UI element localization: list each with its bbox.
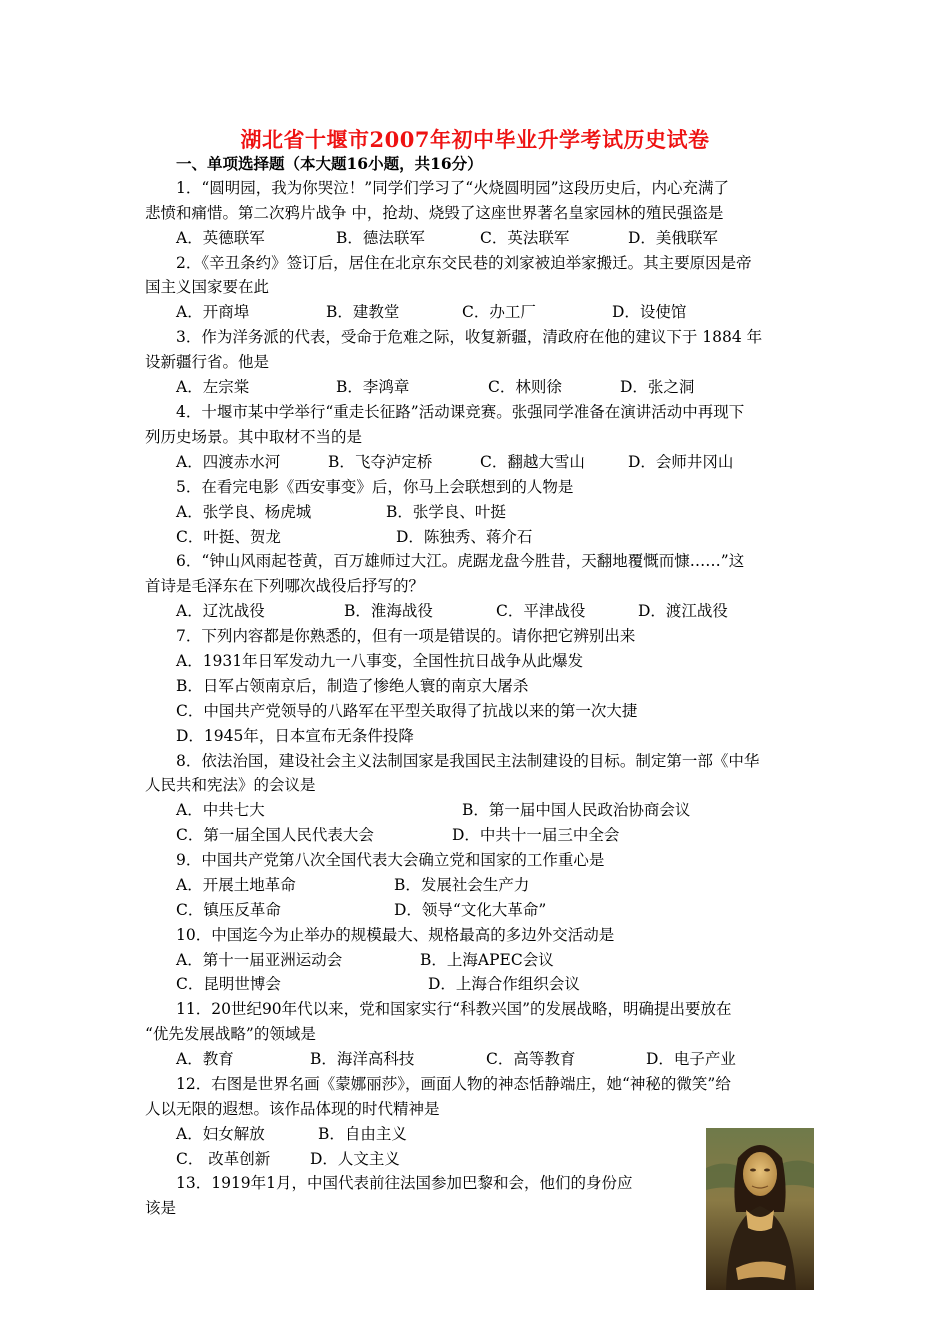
q7-option-b: B．日军占领南京后，制造了惨绝人寰的南京大屠杀 <box>176 677 529 695</box>
mona-lisa-image <box>706 1128 814 1290</box>
q3-option-c: C．林则徐 <box>488 378 562 396</box>
q2-option-c: C．办工厂 <box>462 303 536 321</box>
q3-option-b: B．李鸿章 <box>336 378 410 396</box>
q7-option-a: A．1931年日军发动九一八事变，全国性抗日战争从此爆发 <box>176 652 584 670</box>
question-2-line-1: 2．《辛丑条约》签订后，居住在北京东交民巷的刘家被迫举家搬迁。其主要原因是帝 <box>176 254 752 272</box>
q2-option-d: D．设使馆 <box>612 303 687 321</box>
question-9-line-1: 9．中国共产党第八次全国代表大会确立党和国家的工作重心是 <box>176 851 605 869</box>
q10-option-b: B．上海APEC会议 <box>420 951 554 969</box>
q1-option-a: A．英德联军 <box>176 229 265 247</box>
q6-option-b: B．淮海战役 <box>344 602 433 620</box>
q10-option-d: D．上海合作组织会议 <box>428 975 580 993</box>
question-8-line-1: 8．依法治国，建设社会主义法制国家是我国民主法制建设的目标。制定第一部《中华 <box>176 752 760 770</box>
question-4-line-2: 列历史场景。其中取材不当的是 <box>145 428 363 446</box>
exam-title: 湖北省十堰市2007年初中毕业升学考试历史试卷 <box>240 127 710 152</box>
q6-option-c: C．平津战役 <box>496 602 586 620</box>
question-4-line-1: 4．十堰市某中学举行“重走长征路”活动课竞赛。张强同学准备在演讲活动中再现下 <box>176 403 745 421</box>
question-11-line-1: 11．20世纪90年代以来，党和国家实行“科教兴国”的发展战略，明确提出要放在 <box>176 1000 732 1018</box>
q10-option-a: A．第十一届亚洲运动会 <box>176 951 343 969</box>
mona-lisa-painting <box>706 1128 814 1290</box>
question-12-line-1: 12．右图是世界名画《蒙娜丽莎》，画面人物的神态恬静端庄，她“神秘的微笑”给 <box>176 1075 731 1093</box>
q5-option-d: D．陈独秀、蒋介石 <box>396 528 533 546</box>
q6-option-a: A．辽沈战役 <box>176 602 265 620</box>
q9-option-a: A．开展土地革命 <box>176 876 296 894</box>
question-7-line-1: 7．下列内容都是你熟悉的，但有一项是错误的。请你把它辨别出来 <box>176 627 636 645</box>
q5-option-a: A．张学良、杨虎城 <box>176 503 312 521</box>
q11-option-b: B．海洋高科技 <box>310 1050 415 1068</box>
q7-option-c: C．中国共产党领导的八路军在平型关取得了抗战以来的第一次大捷 <box>176 702 638 720</box>
question-13-line-2: 该是 <box>145 1199 177 1217</box>
q2-option-b: B．建教堂 <box>326 303 400 321</box>
q3-option-a: A．左宗棠 <box>176 378 250 396</box>
q12-option-b: B．自由主义 <box>318 1125 407 1143</box>
q12-option-c: C． 改革创新 <box>176 1150 271 1168</box>
q9-option-b: B．发展社会生产力 <box>394 876 530 894</box>
question-2-line-2: 国主义国家要在此 <box>145 278 270 296</box>
question-6-line-2: 首诗是毛泽东在下列哪次战役后抒写的？ <box>145 577 425 595</box>
q1-option-b: B．德法联军 <box>336 229 425 247</box>
q9-option-c: C．镇压反革命 <box>176 901 281 919</box>
q10-option-c: C．昆明世博会 <box>176 975 281 993</box>
q5-option-b: B．张学良、叶挺 <box>386 503 506 521</box>
question-6-line-1: 6．“钟山风雨起苍黄，百万雄师过大江。虎踞龙盘今胜昔，天翻地覆慨而慷……”这 <box>176 552 745 570</box>
question-5-line-1: 5．在看完电影《西安事变》后，你马上会联想到的人物是 <box>176 478 574 496</box>
q4-option-d: D．会师井冈山 <box>628 453 734 471</box>
q11-option-c: C．高等教育 <box>486 1050 576 1068</box>
q8-option-a: A．中共七大 <box>176 801 265 819</box>
q4-option-b: B．飞夺泸定桥 <box>328 453 433 471</box>
section-heading: 一、单项选择题（本大题16小题，共16分） <box>176 154 483 173</box>
q4-option-c: C．翻越大雪山 <box>480 453 585 471</box>
q8-option-c: C．第一届全国人民代表大会 <box>176 826 374 844</box>
question-11-line-2: “优先发展战略”的领域是 <box>145 1025 316 1043</box>
question-10-line-1: 10．中国迄今为止举办的规模最大、规格最高的多边外交活动是 <box>176 926 615 944</box>
q11-option-d: D．电子产业 <box>646 1050 736 1068</box>
question-8-line-2: 人民共和宪法》的会议是 <box>145 776 316 794</box>
q1-option-c: C．英法联军 <box>480 229 570 247</box>
q6-option-d: D．渡江战役 <box>638 602 728 620</box>
q5-option-c: C．叶挺、贺龙 <box>176 528 281 546</box>
q9-option-d: D．领导“文化大革命” <box>394 901 547 919</box>
q12-option-d: D．人文主义 <box>310 1150 400 1168</box>
q8-option-b: B．第一届中国人民政治协商会议 <box>462 801 691 819</box>
q11-option-a: A．教育 <box>176 1050 234 1068</box>
q8-option-d: D．中共十一届三中全会 <box>452 826 620 844</box>
question-3-line-2: 设新疆行省。他是 <box>145 353 270 371</box>
question-13-line-1: 13．1919年1月，中国代表前往法国参加巴黎和会，他们的身份应 <box>176 1174 633 1192</box>
question-1-line-2: 悲愤和痛惜。第二次鸦片战争 中，抢劫、烧毁了这座世界著名皇家园林的殖民强盗是 <box>145 204 724 222</box>
q4-option-a: A．四渡赤水河 <box>176 453 281 471</box>
q2-option-a: A．开商埠 <box>176 303 250 321</box>
q12-option-a: A．妇女解放 <box>176 1125 265 1143</box>
q3-option-d: D．张之洞 <box>620 378 695 396</box>
question-3-line-1: 3．作为洋务派的代表，受命于危难之际，收复新疆，清政府在他的建议下于 1884 年 <box>176 328 763 346</box>
question-12-line-2: 人以无限的遐想。该作品体现的时代精神是 <box>145 1100 440 1118</box>
q7-option-d: D．1945年，日本宣布无条件投降 <box>176 727 414 745</box>
question-1-line-1: 1．“圆明园，我为你哭泣！”同学们学习了“火烧圆明园”这段历史后，内心充满了 <box>176 179 730 197</box>
q1-option-d: D．美俄联军 <box>628 229 718 247</box>
